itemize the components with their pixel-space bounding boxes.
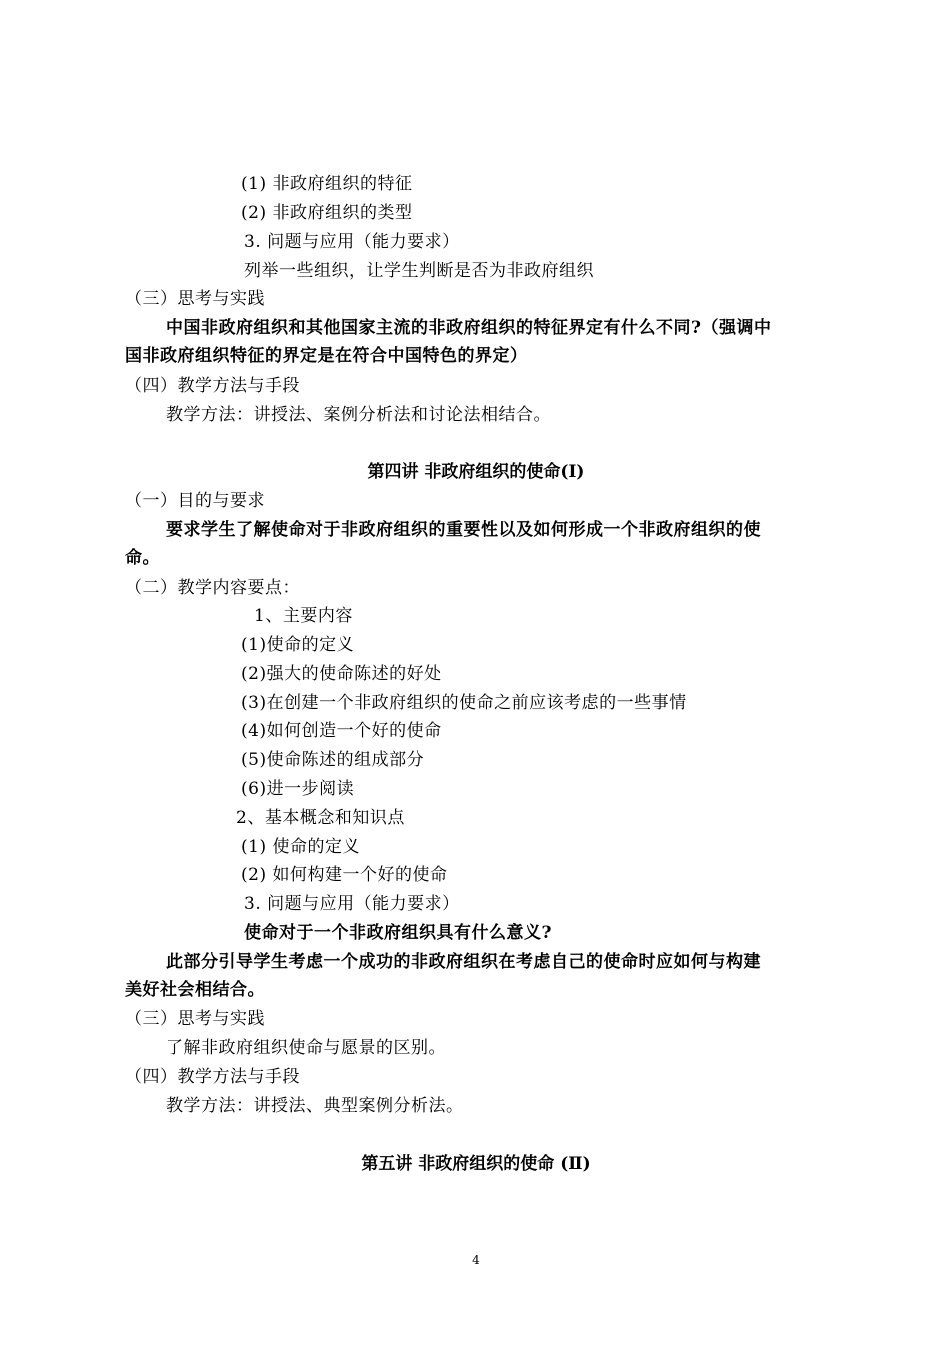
text-line: (1)使命的定义 [241, 635, 355, 655]
section-heading: （三）思考与实践 [125, 289, 265, 309]
text-line: 3. 问题与应用（能力要求） [244, 232, 460, 252]
bold-paragraph: 国非政府组织特征的界定是在符合中国特色的界定） [125, 346, 528, 366]
section-heading: （二）教学内容要点： [125, 578, 300, 598]
lecture-title: 第四讲 非政府组织的使命(Ⅰ) [367, 462, 585, 482]
text-line: 2、基本概念和知识点 [236, 808, 405, 828]
text-line: 教学方法：讲授法、案例分析法和讨论法相结合。 [166, 405, 551, 425]
text-line: (2)强大的使命陈述的好处 [241, 664, 442, 684]
bold-paragraph: 命。 [125, 548, 160, 568]
bold-paragraph: 中国非政府组织和其他国家主流的非政府组织的特征界定有什么不同?（强调中 [166, 318, 772, 338]
section-heading: （四）教学方法与手段 [125, 376, 300, 396]
text-line: (5)使命陈述的组成部分 [241, 750, 425, 770]
text-line: (1) 非政府组织的特征 [241, 174, 413, 194]
text-line: 1、主要内容 [254, 606, 353, 626]
section-heading: （一）目的与要求 [125, 491, 265, 511]
bold-paragraph: 此部分引导学生考虑一个成功的非政府组织在考虑自己的使命时应如何与构建 [166, 952, 761, 972]
text-line: (3)在创建一个非政府组织的使命之前应该考虑的一些事情 [241, 693, 687, 713]
section-heading: （三）思考与实践 [125, 1009, 265, 1029]
text-line: 3. 问题与应用（能力要求） [244, 894, 460, 914]
text-line: (4)如何创造一个好的使命 [241, 721, 442, 741]
lecture-title: 第五讲 非政府组织的使命 (Ⅱ) [361, 1154, 591, 1174]
text-line: 了解非政府组织使命与愿景的区别。 [166, 1038, 446, 1058]
text-line: (2) 非政府组织的类型 [241, 203, 413, 223]
bold-paragraph: 要求学生了解使命对于非政府组织的重要性以及如何形成一个非政府组织的使 [166, 520, 761, 540]
page-number: 4 [472, 1253, 480, 1267]
text-line: 教学方法：讲授法、典型案例分析法。 [166, 1096, 464, 1116]
bold-paragraph: 美好社会相结合。 [125, 980, 265, 1000]
bold-question: 使命对于一个非政府组织具有什么意义? [244, 923, 552, 943]
section-heading: （四）教学方法与手段 [125, 1067, 300, 1087]
text-line: 列举一些组织，让学生判断是否为非政府组织 [244, 261, 594, 281]
text-line: (2) 如何构建一个好的使命 [241, 865, 448, 885]
text-line: (6)进一步阅读 [241, 779, 355, 799]
text-line: (1) 使命的定义 [241, 837, 360, 857]
